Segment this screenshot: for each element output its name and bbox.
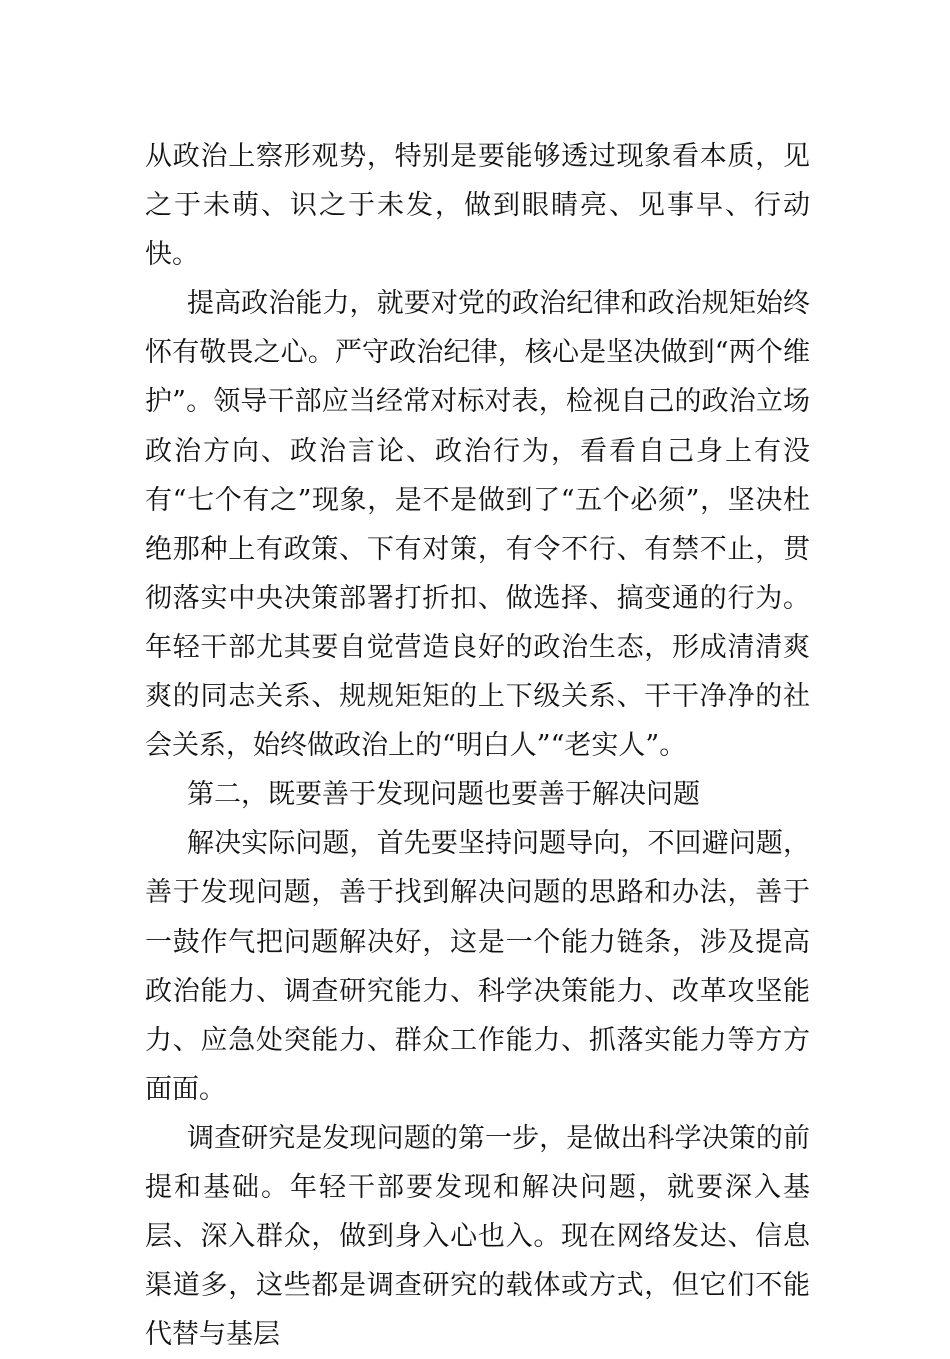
paragraph-problem-solving: 解决实际问题，首先要坚持问题导向，不回避问题，善于发现问题，善于找到解决问题的思路和办法，善于一鼓作气把问题解决好，这是一个能力链条，涉及提高政治能力、调查研究能力、科学决策能力、改革攻坚能力、应急处突能力、群众工作能力、抓落实能力等方方面面。 xyxy=(145,828,810,1105)
paragraph-continuation: 从政治上察形观势，特别是要能够透过现象看本质，见之于未萌、识之于未发，做到眼睛亮、见事早、行动快。 xyxy=(145,141,810,271)
paragraph-political-discipline: 提高政治能力，就要对党的政治纪律和政治规矩始终怀有敬畏之心。严守政治纪律，核心是坚决做到“两个维护”。领导干部应当经常对标对表，检视自己的政治立场政治方向、政治言论、政治行为，看看自己身上有没有“七个有之”现象，是不是做到了“五个必须”，坚决杜绝那种上有政策、下有对策，有令不行、有禁不止，贯彻落实中央决策部署打折扣、做选择、搞变通的行为。年轻干部尤其要自觉营造良好的政治生态，形成清清爽爽的同志关系、规规矩矩的上下级关系、干干净净的社会关系，始终做政治上的“明白人”“老实人”。 xyxy=(145,288,810,762)
section-heading-second: 第二，既要善于发现问题也要善于解决问题 xyxy=(187,779,700,811)
document-body xyxy=(145,132,810,1359)
paragraph-research: 调查研究是发现问题的第一步，是做出科学决策的前提和基础。年轻干部要发现和解决问题，就要深入基层、深入群众，做到身入心也入。现在网络发达、信息渠道多，这些都是调查研究的载体或方式，但它们不能代替与基层 xyxy=(145,1122,810,1351)
